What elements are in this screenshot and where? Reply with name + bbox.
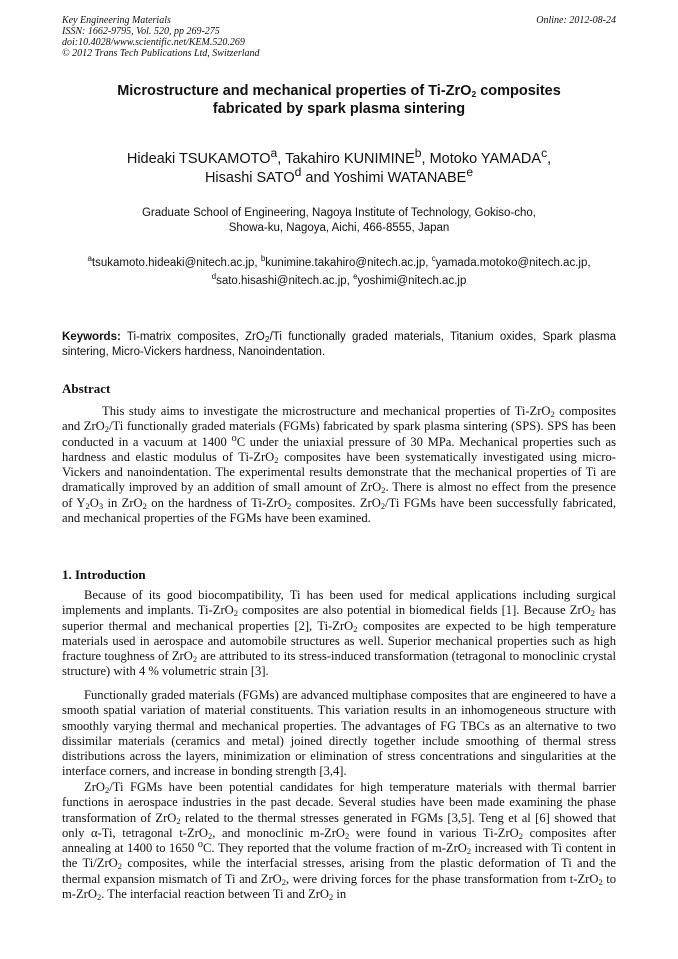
keywords: Keywords: Ti-matrix composites, ZrO$_2$/Ti functionally graded materials, Titanium oxides, Spark plasma sintering, Micro-Vickers hardness, Nanoindentation. [62,331,616,358]
abstract-text: This study aims to investigate the microstructure and mechanical properties of Ti-ZrO$_2$ composites and ZrO$_2$/Ti functionally graded materials (FGMs) fabricated by spark plasma sintering (SPS). SPS has been conducted in a vacuum at 1400 $^o$C under the uniaxial pressure of 30 MPa. Mechanical properties such as hardness and elastic modulus of Ti-ZrO$_2$ composites have been systematically investigated using micro-Vickers and nanoindentation. The experimental results demonstrate that the mechanical properties of Ti are dramatically improved by an addition of small amount of ZrO$_2$. There is almost no effect from the presence of $Y_2O_3$ in ZrO$_2$ on the hardness of Ti-ZrO$_2$ composites. ZrO$_2$/Ti FGMs have been successfully fabricated, and mechanical properties of the FGMs have been examined. [62,404,616,526]
introduction-heading: 1. Introduction [62,567,146,582]
journal-name: Key Engineering Materials [62,15,171,26]
author-name: Takahiro KUNIMINE [285,151,415,167]
paper-title: Microstructure and mechanical properties of Ti-ZrO$_2$ composites fabricated by spark plasma sintering [117,83,561,117]
email-link[interactable]: kunimine.takahiro@nitech.ac.jp, [265,257,429,269]
intro-paragraph-2: Functionally graded materials (FGMs) are advanced multiphase composites that are engineered to have a smooth spatial variation of material constituents. This variation results in an inhomogeneous structure with smoothly varying thermal and mechanical properties. The advantages of FG TBCs as an alternative to two dissimilar materials (ceramics and metal) joined directly together include smoothing of thermal stress distributions across the layers, minimization or elimination of stress concentrations and singularities at the interface corners, and increase in bonding strength [3,4]. [62,688,616,779]
email-link[interactable]: yoshimi@nitech.ac.jp [357,275,467,287]
author-name: Motoko YAMADA [429,151,542,167]
affiliation: Graduate School of Engineering, Nagoya Institute of Technology, Gokiso-cho, Showa-ku, Nagoya, Aichi, 466-8555, Japan [141,207,536,234]
intro-paragraph-3: ZrO$_2$/Ti FGMs have been potential candidates for high temperature materials with thermal barrier functions in aerospace industries in the past decade. Several studies have been made examining the phase transformation of ZrO$_2$ related to the thermal stresses generated in FGMs [3,5]. Teng et al [6] showed that only α-Ti, tetragonal t-ZrO$_2$, and monoclinic m-ZrO$_2$ were found in various Ti-ZrO$_2$ composites after annealing at 1400 to 1650 $^o$C. They reported that the volume fraction of m-ZrO$_2$ increased with Ti content in the Ti/ZrO$_2$ composites, while the interfacial stresses, arising from the plastic deformation of Ti and the thermal expansion mismatch of Ti and ZrO$_2$, were driving forces for the phase transformation from t-ZrO$_2$ to m-ZrO$_2$. The interfacial reaction between Ti and ZrO$_2$ in [62,780,617,903]
email-list: $^a$tsukamoto.hideaki@nitech.ac.jp, $^b$kunimine.takahiro@nitech.ac.jp, $^c$yamada.motoko@nitech.ac.jp, $^d$sato.hisashi@nitech.ac.jp, $^e$yoshimi@nitech.ac.jp [87,254,591,287]
doi-line: doi:10.4028/www.scientific.net/KEM.520.269 [62,37,245,48]
keywords-label: Keywords: [62,331,121,343]
copyright-line: © 2012 Trans Tech Publications Ltd, Switzerland [62,48,260,59]
journal-header [62,15,616,59]
author-name: Hisashi SATO [204,170,295,186]
email-link[interactable]: yamada.motoko@nitech.ac.jp, [435,257,591,269]
abstract-heading: Abstract [62,381,111,396]
author-name: Yoshimi WATANABE [333,170,467,186]
email-link[interactable]: tsukamoto.hideaki@nitech.ac.jp, [91,257,258,269]
author-list: Hideaki TSUKAMOTO$^a$, Takahiro KUNIMINE$^b$, Motoko YAMADA$^c$, Hisashi SATO$^d$ and Yoshimi WATANABE$^e$ [126,146,552,186]
intro-paragraph-1: Because of its good biocompatibility, Ti has been used for medical applications including surgical implements and implants. Ti-ZrO$_2$ composites are also potential in biomedical fields [1]. Because ZrO$_2$ has superior thermal and mechanical properties [2], Ti-ZrO$_2$ composites are expected to be high temperature materials used in aerospace and automobile structures as well. Superior mechanical properties such as high fracture toughness of ZrO$_2$ are attributed to its stress-induced transformation (tetragonal to monoclinic crystal structure) with 4 % volumetric strain [3]. [62,588,616,679]
issn-line: ISSN: 1662-9795, Vol. 520, pp 269-275 [62,26,220,37]
email-link[interactable]: sato.hisashi@nitech.ac.jp, [216,275,350,287]
author-name: Hideaki TSUKAMOTO [126,151,271,167]
online-date: Online: 2012-08-24 [536,15,616,26]
